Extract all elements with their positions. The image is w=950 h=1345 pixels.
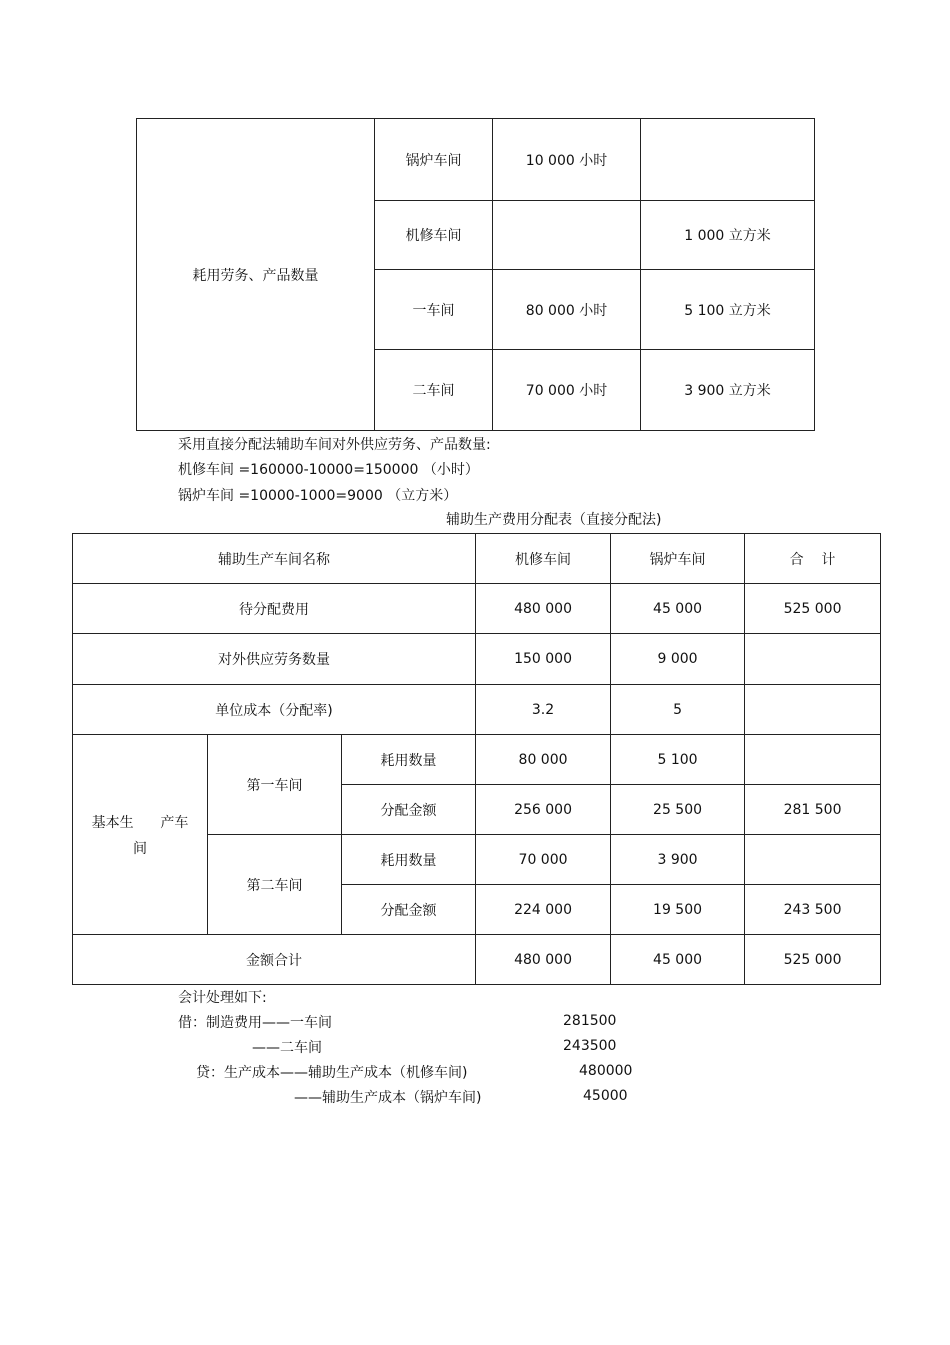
supply-label: 对外供应劳务数量	[73, 634, 476, 685]
ws1-amt2: 25 500	[611, 785, 745, 835]
journal-debit-2-amount: 243500	[563, 1038, 617, 1054]
ws2-qty2: 3 900	[611, 835, 745, 885]
journal-credit-1: 贷：生产成本——辅助生产成本（机修车间)	[196, 1065, 468, 1081]
ws1-qty3	[745, 735, 881, 785]
usage-dept: 二车间	[375, 350, 493, 431]
ws1-amt1: 256 000	[476, 785, 611, 835]
ws2-amt2: 19 500	[611, 885, 745, 935]
unit-cost-label: 单位成本（分配率)	[73, 685, 476, 735]
note-line-1: 采用直接分配法辅助车间对外供应劳务、产品数量:	[178, 437, 491, 453]
pending-label: 待分配费用	[73, 584, 476, 634]
journal-intro: 会计处理如下:	[178, 990, 267, 1006]
usage-hours: 10 000 小时	[493, 119, 641, 201]
usage-table	[136, 118, 815, 431]
usage-volume: 1 000 立方米	[641, 201, 815, 270]
pending-v3: 525 000	[745, 584, 881, 634]
header-col3: 合 计	[745, 534, 881, 584]
ws2-amt3: 243 500	[745, 885, 881, 935]
usage-hours: 80 000 小时	[493, 270, 641, 350]
alloc-table-title: 辅助生产费用分配表（直接分配法)	[446, 512, 662, 528]
ws1-amt3: 281 500	[745, 785, 881, 835]
journal-credit-2-amount: 45000	[583, 1088, 628, 1104]
usage-volume: 3 900 立方米	[641, 350, 815, 431]
unit-cost-v1: 3.2	[476, 685, 611, 735]
ws1-amt-label: 分配金额	[342, 785, 476, 835]
basic-label-line2: 间	[133, 840, 147, 857]
ws2-amt1: 224 000	[476, 885, 611, 935]
usage-hours: 70 000 小时	[493, 350, 641, 431]
header-col2: 锅炉车间	[611, 534, 745, 584]
journal-debit-1-amount: 281500	[563, 1013, 617, 1029]
usage-dept: 锅炉车间	[375, 119, 493, 201]
unit-cost-v3	[745, 685, 881, 735]
journal-debit-1: 借：制造费用——一车间	[178, 1015, 332, 1031]
ws1-label: 第一车间	[208, 735, 342, 835]
supply-v3	[745, 634, 881, 685]
usage-dept: 机修车间	[375, 201, 493, 270]
usage-hours	[493, 201, 641, 270]
unit-cost-v2: 5	[611, 685, 745, 735]
ws1-qty-label: 耗用数量	[342, 735, 476, 785]
pending-v2: 45 000	[611, 584, 745, 634]
pending-v1: 480 000	[476, 584, 611, 634]
ws2-label: 第二车间	[208, 835, 342, 935]
ws1-qty1: 80 000	[476, 735, 611, 785]
total-v3: 525 000	[745, 935, 881, 985]
ws2-amt-label: 分配金额	[342, 885, 476, 935]
journal-credit-2: ——辅助生产成本（锅炉车间)	[294, 1090, 482, 1106]
supply-v1: 150 000	[476, 634, 611, 685]
ws1-qty2: 5 100	[611, 735, 745, 785]
total-v1: 480 000	[476, 935, 611, 985]
note-line-2: 机修车间 =160000-10000=150000 （小时）	[178, 462, 479, 478]
basic-label-line1: 基本生 产车	[91, 814, 189, 831]
allocation-table	[72, 533, 881, 985]
usage-volume	[641, 119, 815, 201]
total-label: 金额合计	[73, 935, 476, 985]
basic-workshop-label	[73, 735, 208, 935]
note-line-3: 锅炉车间 =10000-1000=9000 （立方米）	[178, 488, 458, 504]
total-v2: 45 000	[611, 935, 745, 985]
header-col1: 机修车间	[476, 534, 611, 584]
journal-credit-1-amount: 480000	[579, 1063, 633, 1079]
usage-row-label: 耗用劳务、产品数量	[137, 119, 375, 431]
usage-dept: 一车间	[375, 270, 493, 350]
ws2-qty-label: 耗用数量	[342, 835, 476, 885]
ws2-qty1: 70 000	[476, 835, 611, 885]
ws2-qty3	[745, 835, 881, 885]
usage-volume: 5 100 立方米	[641, 270, 815, 350]
journal-debit-2: ——二车间	[252, 1040, 322, 1056]
header-name: 辅助生产车间名称	[73, 534, 476, 584]
supply-v2: 9 000	[611, 634, 745, 685]
